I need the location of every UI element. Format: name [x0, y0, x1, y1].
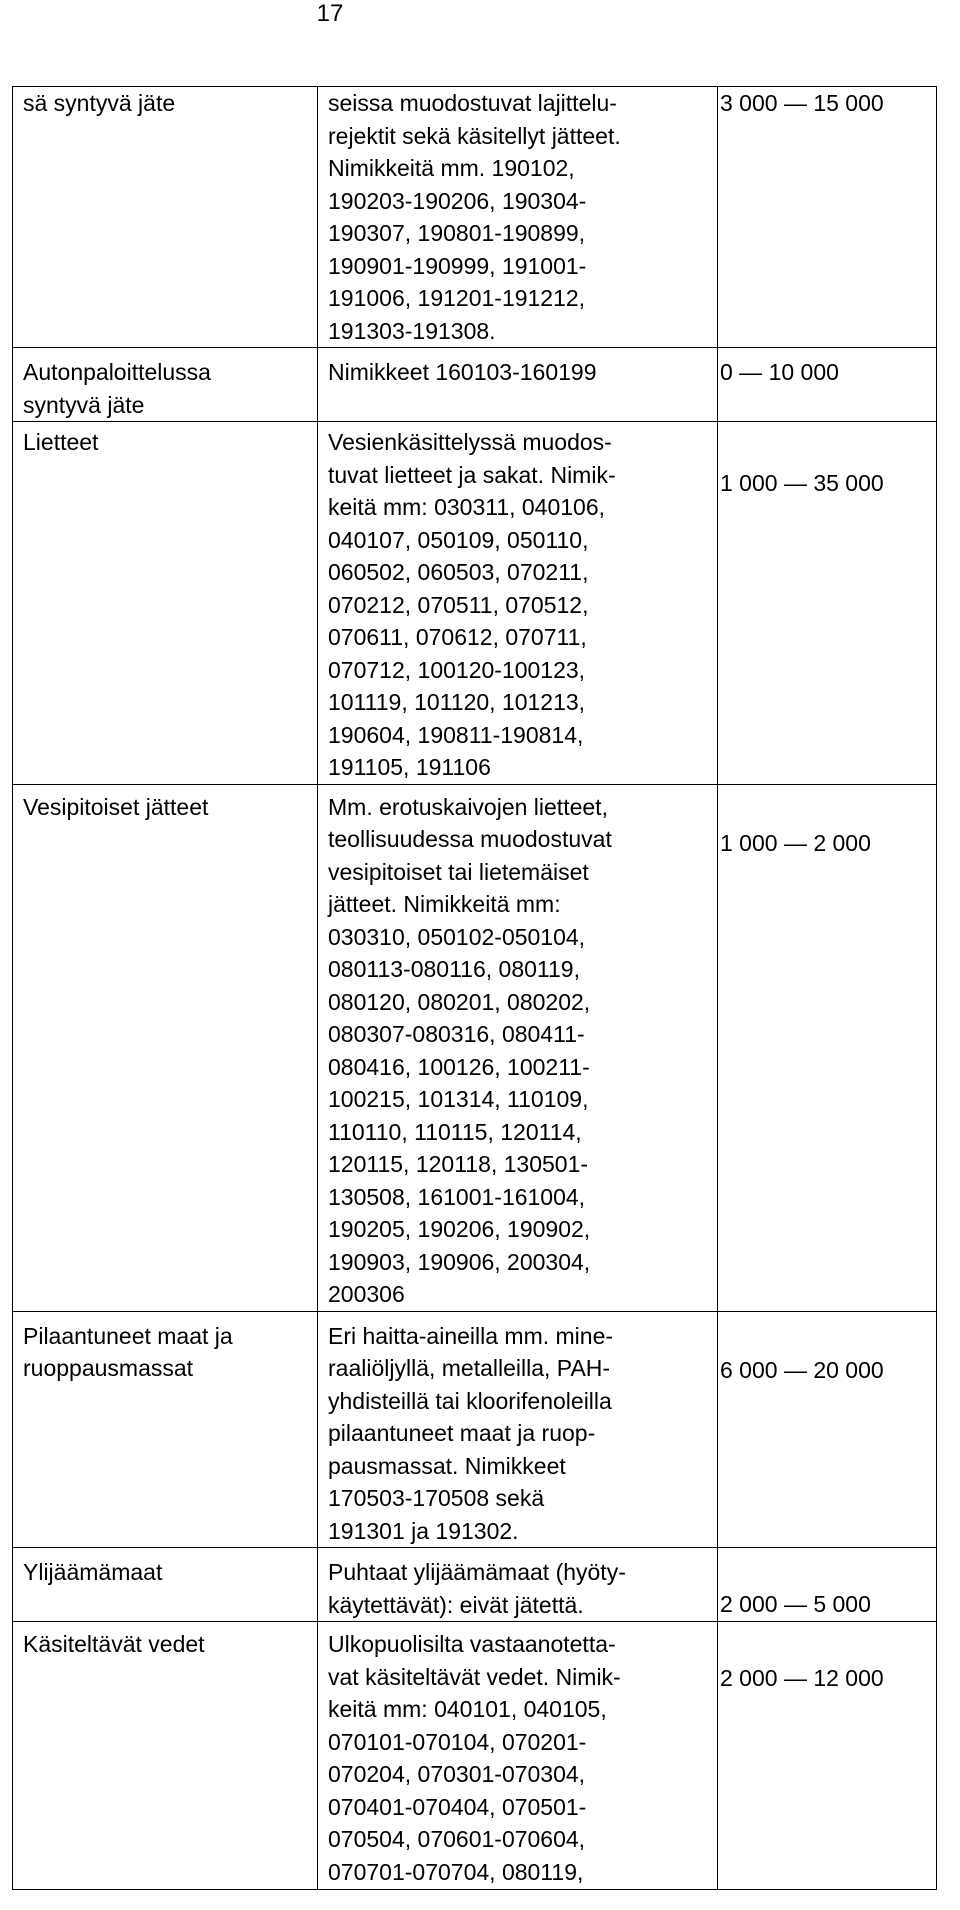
description-line: tuvat lietteet ja sakat. Nimik- — [328, 461, 616, 488]
table-row — [13, 1548, 937, 1622]
waste-type-line: Autonpaloittelussa — [23, 359, 211, 385]
description-cell — [318, 87, 718, 348]
description-line: Nimikkeitä mm. 190102, — [328, 155, 575, 181]
amount-cell — [718, 348, 937, 422]
description-line: 190307, 190801-190899, — [328, 220, 586, 246]
waste-type-cell — [13, 87, 318, 348]
description-line: teollisuudessa muodostuvat — [328, 826, 612, 852]
description-line: käytettävät): eivät jätettä. — [328, 1591, 584, 1618]
description-cell — [318, 348, 718, 422]
description-cell — [318, 422, 718, 785]
description-line: pausmassat. Nimikkeet — [328, 1452, 566, 1479]
description-line: 190604, 190811-190814, — [328, 721, 584, 748]
description-line: 191303-191308. — [328, 317, 496, 344]
waste-type-cell — [13, 784, 318, 1311]
amount-cell — [718, 1622, 937, 1890]
description-line: vesipitoiset tai lietemäiset — [328, 858, 589, 885]
description-line: Ulkopuolisilta vastaanotetta- — [328, 1631, 616, 1657]
description-line: Vesienkäsittelyssä muodos- — [328, 429, 612, 455]
description-line: 040107, 050109, 050110, — [328, 526, 589, 553]
description-line: 190901-190999, 191001- — [328, 252, 587, 279]
description-line: 070101-070104, 070201- — [328, 1728, 587, 1755]
description-line: Eri haitta-aineilla mm. mine- — [328, 1322, 614, 1349]
table-row — [13, 1311, 937, 1548]
description-line: raaliöljyllä, metalleilla, PAH- — [328, 1355, 611, 1381]
description-cell — [318, 784, 718, 1311]
description-line: yhdisteillä tai kloorifenoleilla — [328, 1387, 612, 1414]
waste-type-line: Lietteet — [23, 429, 99, 455]
description-line: 070504, 070601-070604, — [328, 1826, 586, 1852]
amount-cell — [718, 1311, 937, 1548]
amount-value: 1 000 — 35 000 — [720, 470, 884, 496]
description-line: 190903, 190906, 200304, — [328, 1248, 591, 1275]
waste-type-line: ruoppausmassat — [23, 1355, 194, 1381]
amount-cell — [718, 784, 937, 1311]
table-row — [13, 784, 937, 1311]
table-row — [13, 1622, 937, 1890]
description-line: 190205, 190206, 190902, — [328, 1216, 591, 1242]
waste-type-cell — [13, 1311, 318, 1548]
waste-type-line: Käsiteltävät vedet — [23, 1631, 205, 1657]
description-line: 060502, 060503, 070211, — [328, 559, 589, 585]
description-line: 191105, 191106 — [328, 754, 491, 780]
amount-cell — [718, 1548, 937, 1622]
waste-type-line: Ylijäämämaat — [23, 1559, 163, 1585]
table-row — [13, 422, 937, 785]
description-line: 100215, 101314, 110109, — [328, 1086, 589, 1112]
amount-cell — [718, 422, 937, 785]
waste-type-cell — [13, 1548, 318, 1622]
description-cell — [318, 1622, 718, 1890]
description-line: 080307-080316, 080411- — [328, 1021, 585, 1047]
waste-type-line: Vesipitoiset jätteet — [23, 793, 209, 820]
description-line: 120115, 120118, 130501- — [328, 1151, 589, 1177]
description-cell — [318, 1548, 718, 1622]
description-line: 191006, 191201-191212, — [328, 285, 586, 311]
amount-value: 6 000 — 20 000 — [720, 1356, 884, 1383]
description-line: vat käsiteltävät vedet. Nimik- — [328, 1663, 621, 1690]
description-line: rejektit sekä käsitellyt jätteet. — [328, 122, 621, 149]
description-line: 030310, 050102-050104, — [328, 923, 586, 950]
description-line: seissa muodostuvat lajittelu- — [328, 90, 617, 116]
amount-value: 3 000 — 15 000 — [720, 90, 884, 116]
description-line: keitä mm: 030311, 040106, — [328, 494, 606, 520]
table-row — [13, 348, 937, 422]
amount-cell — [718, 87, 937, 348]
description-line: 070712, 100120-100123, — [328, 656, 586, 683]
amount-value: 2 000 — 5 000 — [720, 1591, 871, 1617]
description-line: 080120, 080201, 080202, — [328, 988, 591, 1015]
description-line: 130508, 161001-161004, — [328, 1183, 586, 1210]
description-line: pilaantuneet maat ja ruop- — [328, 1420, 596, 1446]
amount-value: 1 000 — 2 000 — [720, 829, 871, 856]
description-line: 080113-080116, 080119, — [328, 956, 580, 982]
page-number: 17 — [316, 0, 344, 27]
description-line: 101119, 101120, 101213, — [328, 689, 586, 715]
table-body — [13, 87, 937, 1890]
description-line: Nimikkeet 160103-160199 — [328, 359, 597, 385]
description-line: Mm. erotuskaivojen lietteet, — [328, 793, 608, 820]
description-cell — [318, 1311, 718, 1548]
description-line: Puhtaat ylijäämämaat (hyöty- — [328, 1559, 626, 1585]
description-line: 191301 ja 191302. — [328, 1517, 519, 1544]
description-line: 070701-070704, 080119, — [328, 1858, 584, 1885]
table-row — [13, 87, 937, 348]
waste-type-line: Pilaantuneet maat ja — [23, 1322, 233, 1349]
description-line: 200306 — [328, 1281, 405, 1307]
waste-type-line: sä syntyvä jäte — [23, 90, 176, 116]
description-line: jätteet. Nimikkeitä mm: — [328, 891, 561, 917]
description-line: keitä mm: 040101, 040105, — [328, 1696, 607, 1722]
waste-type-line: syntyvä jäte — [23, 391, 145, 418]
description-line: 070401-070404, 070501- — [328, 1793, 587, 1820]
amount-value: 0 — 10 000 — [720, 359, 839, 385]
waste-type-cell — [13, 1622, 318, 1890]
waste-table — [12, 86, 937, 1890]
description-line: 070212, 070511, 070512, — [328, 591, 589, 618]
description-line: 170503-170508 sekä — [328, 1485, 545, 1511]
description-line: 070204, 070301-070304, — [328, 1761, 586, 1787]
description-line: 080416, 100126, 100211- — [328, 1053, 590, 1080]
waste-type-cell — [13, 422, 318, 785]
description-line: 070611, 070612, 070711, — [328, 624, 587, 650]
description-line: 110110, 110115, 120114, — [328, 1118, 582, 1145]
waste-type-cell — [13, 348, 318, 422]
description-line: 190203-190206, 190304- — [328, 187, 587, 214]
amount-value: 2 000 — 12 000 — [720, 1665, 884, 1691]
